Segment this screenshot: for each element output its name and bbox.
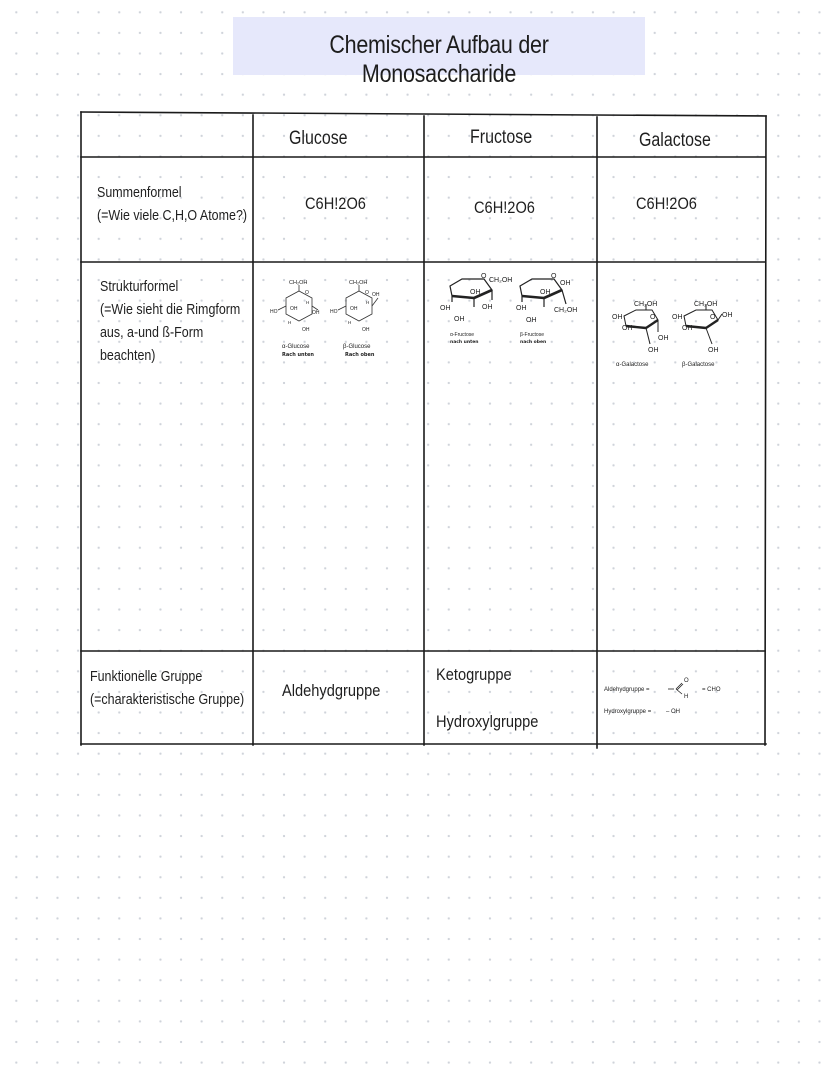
svg-text:H: H	[348, 320, 352, 325]
svg-text:OH: OH	[482, 304, 493, 311]
alpha-fructose-note: nach unten	[450, 340, 479, 345]
svg-text:OH: OH	[302, 327, 310, 333]
hydroxyl-label: Hydroxylgruppe =	[604, 709, 652, 715]
svg-text:OH: OH	[350, 306, 358, 312]
column-header-galactose: Galactose	[639, 130, 711, 151]
svg-text:O: O	[710, 314, 716, 321]
svg-text:O: O	[365, 290, 369, 296]
row-label-summenformel: Summenformel (=Wie viele C,H,O Atome?)	[97, 185, 248, 224]
svg-text:OH: OH	[526, 317, 537, 324]
svg-text:H: H	[366, 300, 370, 305]
svg-text:OH: OH	[372, 292, 380, 298]
summenformel-galactose: C6H!2O6	[636, 194, 697, 213]
svg-text:OH: OH	[362, 327, 370, 333]
svg-text:HO: HO	[330, 309, 338, 315]
beta-fructose-caption: β-Fructose	[520, 332, 544, 338]
svg-text:O: O	[551, 273, 557, 280]
svg-text:CH₂OH: CH₂OH	[554, 307, 578, 314]
summenformel-fructose: C6H!2O6	[474, 198, 535, 217]
svg-text:O: O	[650, 314, 656, 321]
svg-text:OH: OH	[312, 310, 320, 316]
svg-text:OH: OH	[540, 289, 551, 296]
svg-text:OH: OH	[440, 305, 451, 312]
svg-text:OH: OH	[658, 335, 669, 342]
fructose-structure-diagram	[436, 272, 586, 352]
beta-glucose-caption: β-Glucose	[343, 344, 371, 350]
alpha-glucose-note: Rach unten	[282, 352, 314, 358]
beta-glucose-note: Rach oben	[345, 352, 375, 358]
svg-text:O: O	[305, 290, 309, 296]
svg-text:CH₂OH: CH₂OH	[634, 301, 658, 308]
hydroxyl-formula: – OH	[666, 709, 681, 715]
svg-text:OH: OH	[722, 312, 733, 319]
svg-text:OH: OH	[708, 347, 719, 354]
alpha-fructose-caption: α-Fructose	[450, 332, 475, 338]
page-title: Chemischer Aufbau der Monosaccharide	[329, 31, 549, 88]
column-header-glucose: Glucose	[289, 128, 348, 149]
row-label-strukturformel: Strukturformel (=Wie sieht die Rimgform aus, a-und ß-Form beachten)	[100, 279, 241, 364]
gruppe-glucose: Aldehydgruppe	[282, 681, 381, 700]
gruppe-fructose-keto: Ketogruppe	[436, 665, 512, 684]
svg-text:OH: OH	[290, 306, 298, 312]
alpha-galactose-caption: α-Galactose	[616, 362, 649, 368]
svg-text:CH₂OH: CH₂OH	[694, 301, 718, 308]
svg-text:OH: OH	[672, 314, 683, 321]
gruppe-fructose-hydroxyl: Hydroxylgruppe	[436, 712, 539, 731]
svg-text:O: O	[481, 273, 487, 280]
aldehyd-label: Aldehydgruppe =	[604, 687, 650, 693]
glucose-structure-diagram	[266, 276, 390, 366]
galactose-structure-diagram	[612, 296, 742, 372]
svg-text:OH: OH	[622, 325, 633, 332]
beta-fructose-note: nach oben	[520, 340, 547, 345]
svg-text:CH₂OH: CH₂OH	[349, 280, 368, 286]
svg-text:OH: OH	[682, 325, 693, 332]
svg-text:OH: OH	[612, 314, 623, 321]
svg-text:O: O	[684, 678, 689, 684]
svg-text:H: H	[684, 694, 689, 700]
svg-text:CH₂OH: CH₂OH	[289, 280, 308, 286]
svg-text:OH: OH	[516, 305, 527, 312]
summenformel-glucose: C6H!2O6	[305, 194, 366, 213]
svg-text:OH: OH	[454, 316, 465, 323]
svg-text:HO: HO	[270, 309, 278, 315]
beta-galactose-caption: β-Galactose	[682, 362, 715, 368]
svg-text:H: H	[306, 300, 310, 305]
svg-text:OH: OH	[560, 280, 571, 287]
row-label-funktionelle-gruppe: Funktionelle Gruppe (=charakteristische Gruppe)	[90, 669, 245, 708]
svg-text:OH: OH	[470, 289, 481, 296]
galactose-functional-groups	[602, 672, 752, 720]
svg-text:H: H	[288, 320, 292, 325]
aldehyd-formula: = CHO	[702, 687, 721, 693]
svg-text:OH: OH	[648, 347, 659, 354]
alpha-glucose-caption: α-Glucose	[282, 344, 310, 350]
svg-text:CH₂OH: CH₂OH	[489, 277, 513, 284]
column-header-fructose: Fructose	[470, 127, 533, 148]
